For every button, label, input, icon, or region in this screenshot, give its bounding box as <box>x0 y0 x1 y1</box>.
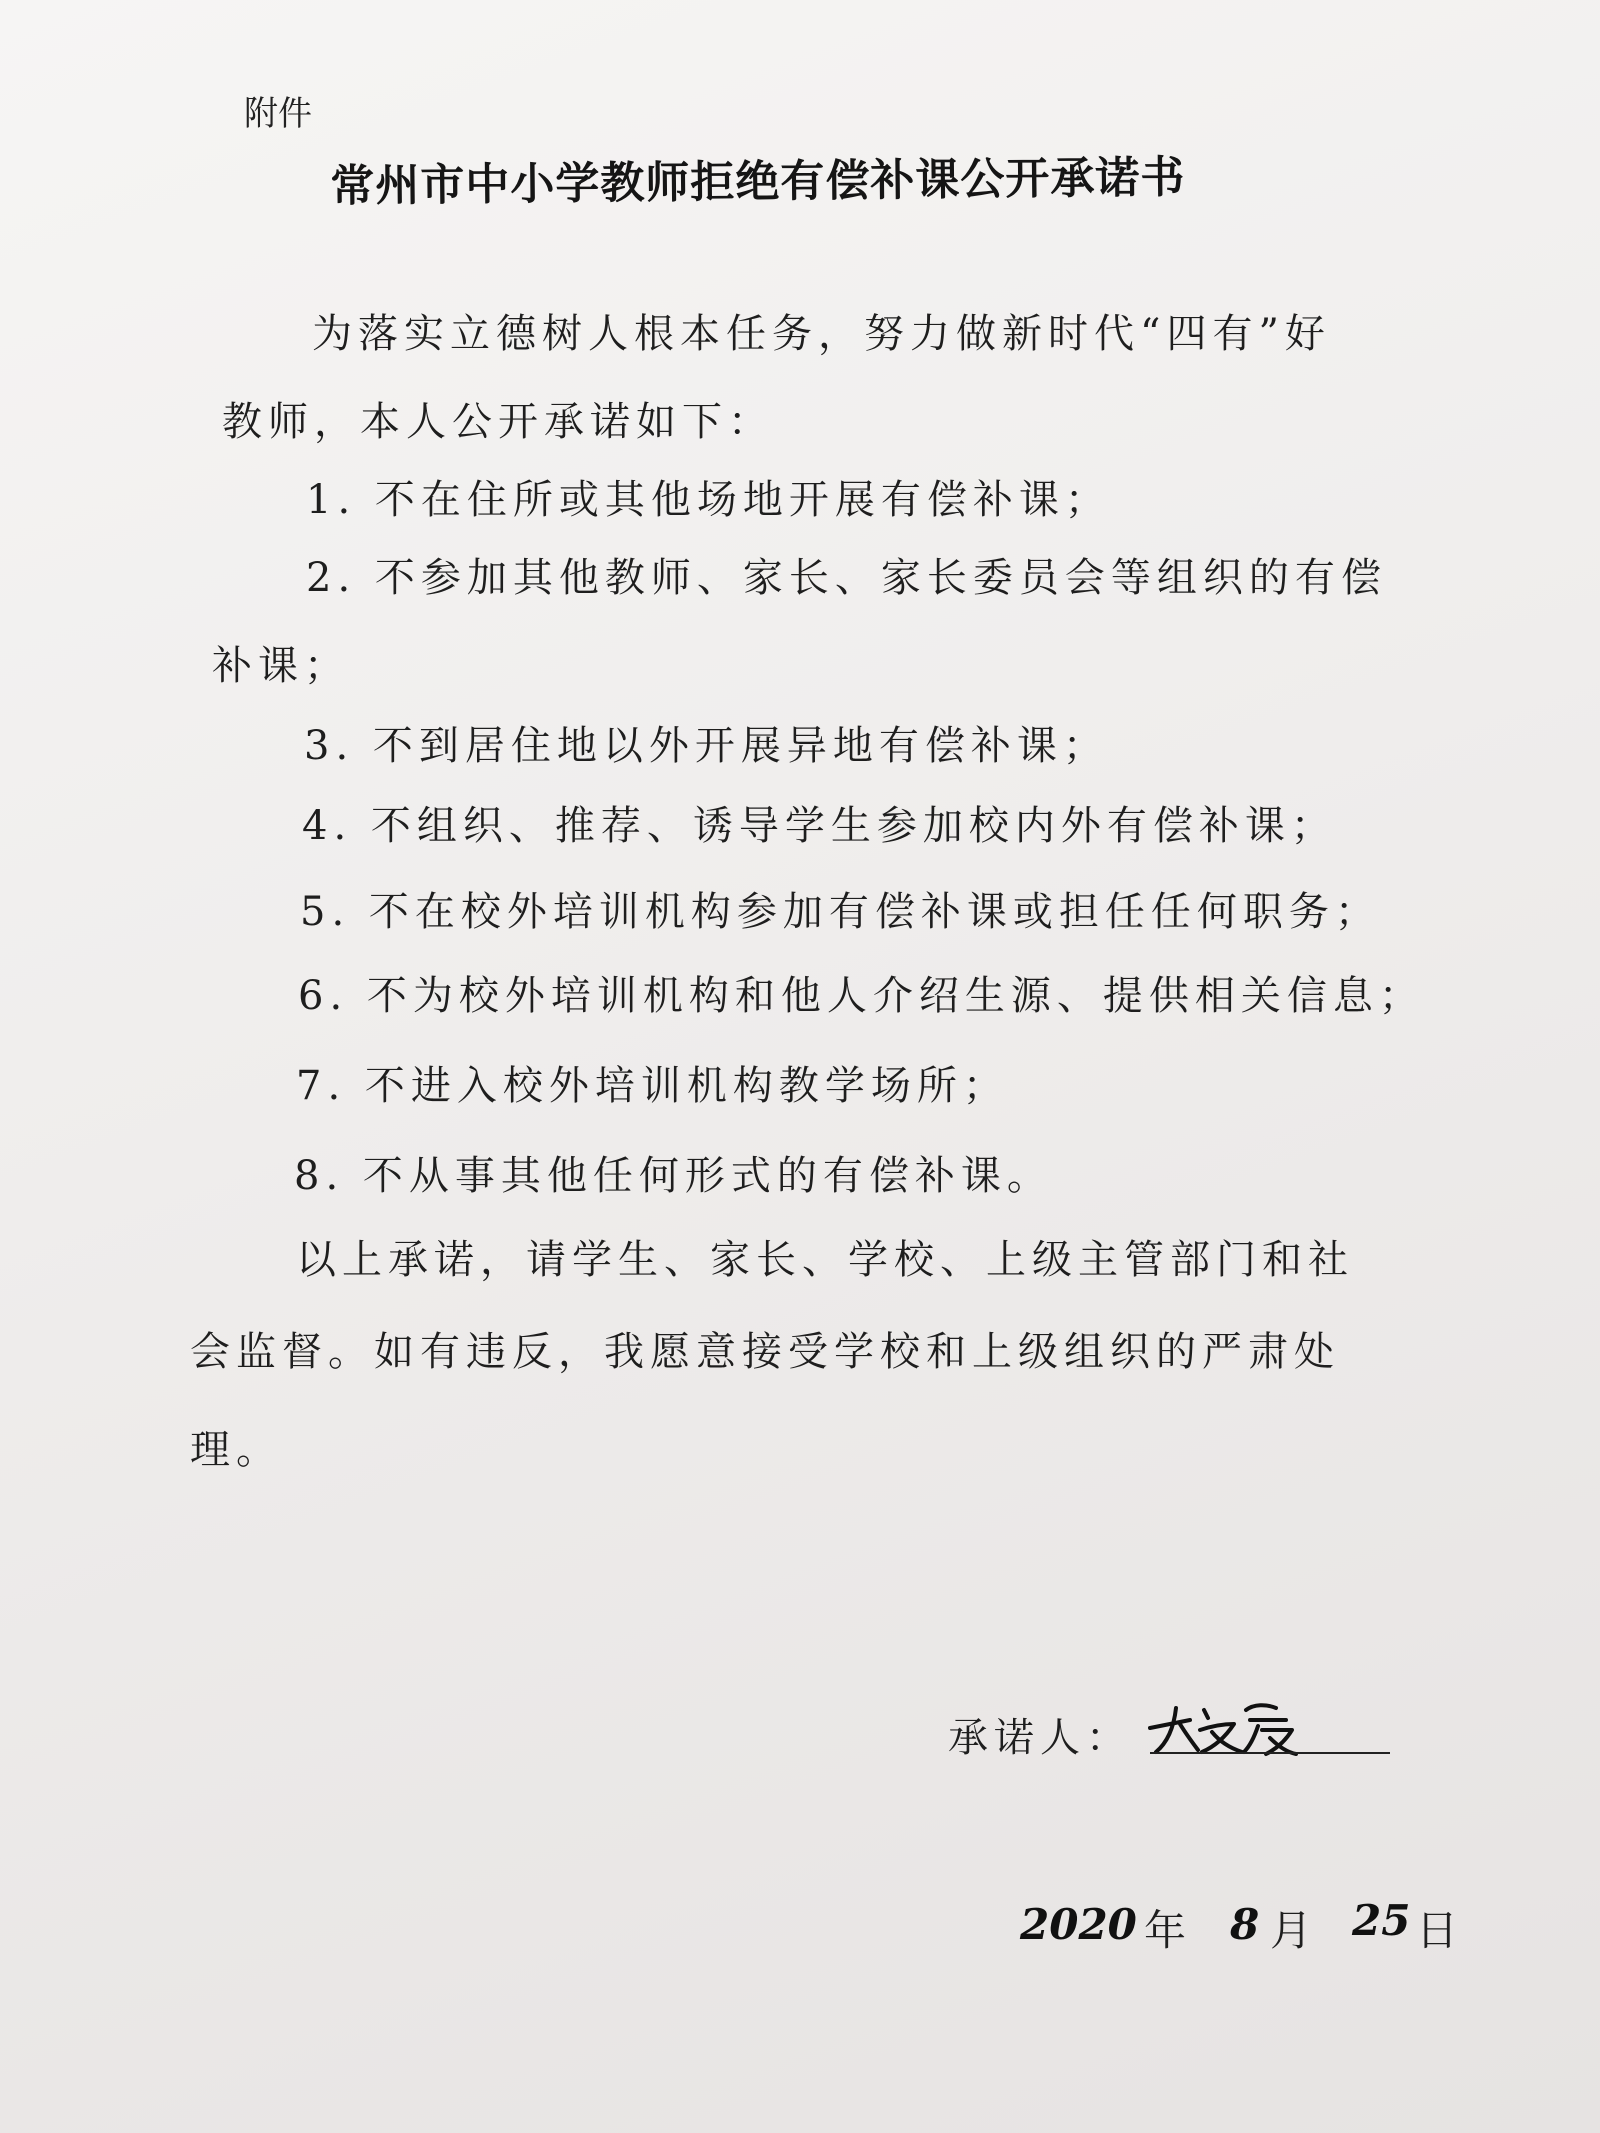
paragraph-line: 理。 <box>190 1427 282 1473</box>
pledge-item: 6. 不为校外培训机构和他人介绍生源、提供相关信息； <box>298 973 1425 1019</box>
date-day-handwritten: 25 <box>1352 1896 1411 1945</box>
pledge-item-continued: 补课； <box>212 643 350 689</box>
paragraph-line: 会监督。如有违反，我愿意接受学校和上级组织的严肃处 <box>190 1329 1340 1375</box>
paragraph-line: 教师，本人公开承诺如下： <box>222 399 774 445</box>
pledge-item: 8. 不从事其他任何形式的有偿补课。 <box>294 1153 1053 1199</box>
pledge-item: 3. 不到居住地以外开展异地有偿补课； <box>304 723 1109 769</box>
date-year-handwritten: 2020 <box>1020 1900 1137 1949</box>
date-year-label: 年 <box>1144 1906 1187 1955</box>
attachment-label: 附件 <box>244 94 312 134</box>
date-day-label: 日 <box>1416 1906 1459 1955</box>
date-month-label: 月 <box>1270 1906 1313 1955</box>
pledge-item: 7. 不进入校外培训机构教学场所； <box>296 1063 1009 1109</box>
pledge-item: 1. 不在住所或其他场地开展有偿补课； <box>306 477 1111 523</box>
pledge-item: 2. 不参加其他教师、家长、家长委员会等组织的有偿 <box>306 555 1387 601</box>
document-title: 常州市中小学教师拒绝有偿补课公开承诺书 <box>330 152 1186 212</box>
handwritten-signature <box>1146 1690 1306 1760</box>
date-line <box>1020 1892 1480 1962</box>
paragraph-line: 为落实立德树人根本任务，努力做新时代“四有”好 <box>312 311 1331 357</box>
date-month-handwritten: 8 <box>1230 1900 1260 1949</box>
signatory-label: 承诺人： <box>948 1715 1132 1761</box>
pledge-item: 4. 不组织、推荐、诱导学生参加校内外有偿补课； <box>302 803 1337 849</box>
pledge-item: 5. 不在校外培训机构参加有偿补课或担任任何职务； <box>300 889 1381 935</box>
paragraph-line: 以上承诺，请学生、家长、学校、上级主管部门和社 <box>296 1237 1354 1283</box>
signature-underline <box>1150 1752 1390 1754</box>
